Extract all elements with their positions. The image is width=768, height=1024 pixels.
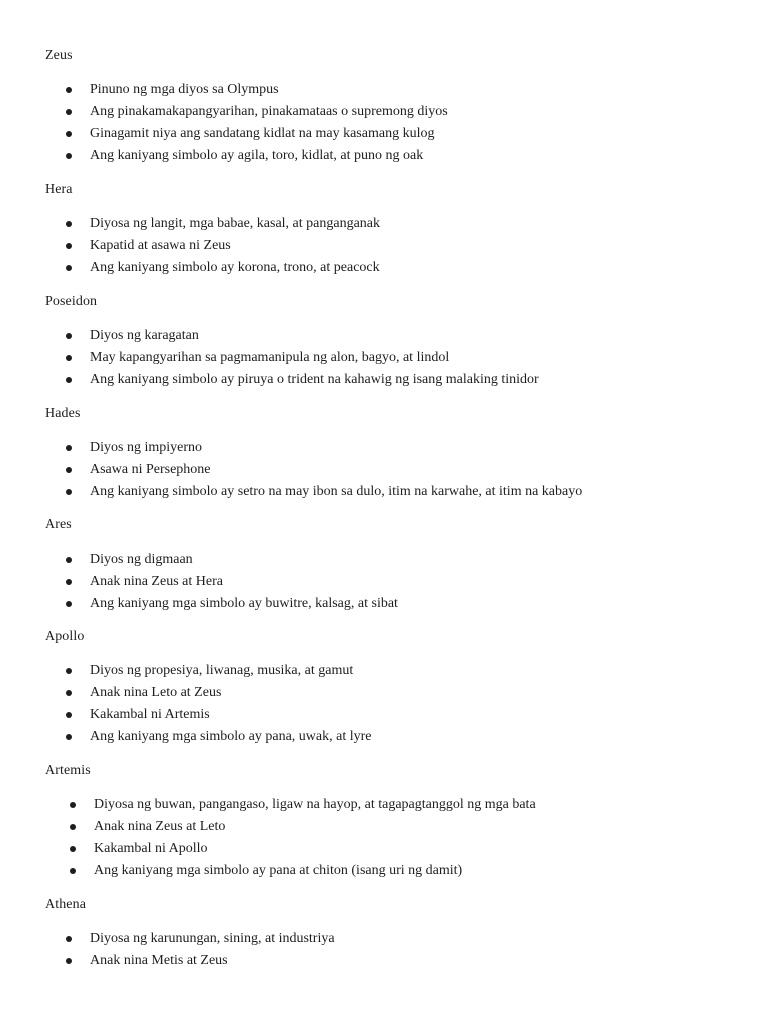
list-item-text: Diyos ng digmaan <box>90 552 193 567</box>
bullet-icon <box>66 467 72 473</box>
bullet-icon <box>66 601 72 607</box>
list-item-text: Diyos ng impiyerno <box>90 440 202 455</box>
bullet-icon <box>66 579 72 585</box>
list-item-text: Pinuno ng mga diyos sa Olympus <box>90 82 279 97</box>
section-zeus <box>45 46 745 163</box>
list-item-text: Diyosa ng buwan, pangangaso, ligaw na hayop, at tagapagtanggol ng mga bata <box>94 797 536 812</box>
list-item-text: Diyos ng propesiya, liwanag, musika, at gamut <box>90 663 354 678</box>
list-item-text: Ang kaniyang simbolo ay korona, trono, at peacock <box>90 260 380 275</box>
list-item-text: Ang kaniyang simbolo ay agila, toro, kidlat, at puno ng oak <box>90 148 424 163</box>
list-item-text: Asawa ni Persephone <box>90 462 211 477</box>
bullet-icon <box>66 221 72 227</box>
list-item-text: Ginagamit niya ang sandatang kidlat na may kasamang kulog <box>90 126 435 141</box>
list-item-text: Kakambal ni Artemis <box>90 707 210 722</box>
bullet-icon <box>66 87 72 93</box>
bullet-icon <box>66 243 72 249</box>
section-poseidon <box>45 292 745 387</box>
bullet-icon <box>66 958 72 964</box>
section-athena <box>45 895 745 968</box>
list-item-text: Anak nina Leto at Zeus <box>90 685 222 700</box>
list-item-text: May kapangyarihan sa pagmamanipula ng alon, bagyo, at lindol <box>90 350 450 365</box>
bullet-icon <box>66 109 72 115</box>
bullet-icon <box>66 936 72 942</box>
bullet-icon <box>66 489 72 495</box>
list-item-text: Kakambal ni Apollo <box>94 841 208 856</box>
bullet-icon <box>66 712 72 718</box>
bullet-icon <box>66 333 72 339</box>
list-item-text: Anak nina Zeus at Leto <box>94 819 226 834</box>
section-heading: Hera <box>45 182 73 197</box>
section-heading: Ares <box>45 517 72 532</box>
bullet-icon <box>66 445 72 451</box>
section-heading: Apollo <box>45 629 85 644</box>
bullet-icon <box>66 377 72 383</box>
bullet-icon <box>66 131 72 137</box>
bullet-icon <box>66 557 72 563</box>
bullet-icon <box>70 802 76 808</box>
section-hera <box>45 180 745 275</box>
section-artemis <box>45 761 745 878</box>
section-heading: Hades <box>45 406 81 421</box>
list-item-text: Ang kaniyang mga simbolo ay buwitre, kalsag, at sibat <box>90 596 398 611</box>
list-item-text: Anak nina Metis at Zeus <box>90 953 228 968</box>
list-item-text: Kapatid at asawa ni Zeus <box>90 238 231 253</box>
bullet-icon <box>70 846 76 852</box>
section-heading: Zeus <box>45 48 73 63</box>
list-item-text: Ang kaniyang mga simbolo ay pana, uwak, at lyre <box>90 729 372 744</box>
section-heading: Poseidon <box>45 294 98 309</box>
bullet-icon <box>66 668 72 674</box>
list-item-text: Ang kaniyang mga simbolo ay pana at chiton (isang uri ng damit) <box>94 863 463 878</box>
list-item-text: Ang kaniyang simbolo ay setro na may ibon sa dulo, itim na karwahe, at itim na kabayo <box>90 484 583 499</box>
bullet-icon <box>66 690 72 696</box>
section-heading: Athena <box>45 897 87 912</box>
bullet-icon <box>70 868 76 874</box>
list-item-text: Diyosa ng karunungan, sining, at industriya <box>90 931 335 946</box>
bullet-icon <box>66 153 72 159</box>
list-item-text: Diyosa ng langit, mga babae, kasal, at panganganak <box>90 216 381 231</box>
section-hades <box>45 404 745 499</box>
bullet-icon <box>70 824 76 830</box>
bullet-icon <box>66 265 72 271</box>
section-apollo <box>45 627 745 744</box>
bullet-icon <box>66 355 72 361</box>
list-item-text: Diyos ng karagatan <box>90 328 199 343</box>
list-item-text: Ang pinakamakapangyarihan, pinakamataas o supremong diyos <box>90 104 448 119</box>
section-ares <box>45 515 745 611</box>
list-item-text: Ang kaniyang simbolo ay piruya o trident na kahawig ng isang malaking tinidor <box>90 372 539 387</box>
bullet-icon <box>66 734 72 740</box>
section-heading: Artemis <box>45 763 91 778</box>
list-item-text: Anak nina Zeus at Hera <box>90 574 223 589</box>
